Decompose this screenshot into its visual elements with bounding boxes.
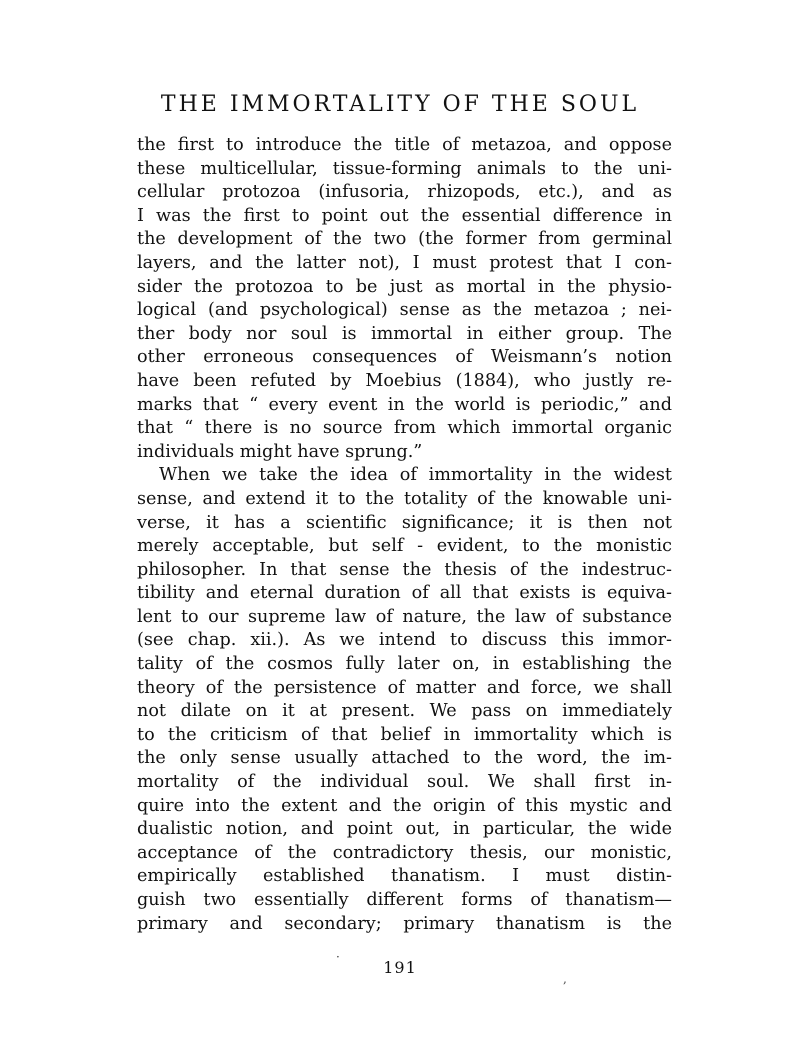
text-line: the development of the two (the former from germinal — [137, 229, 672, 250]
text-line: dualistic notion, and point out, in particular, the wide — [137, 819, 672, 840]
text-line: sider the protozoa to be just as mortal in the physio- — [137, 276, 672, 297]
text-line: (see chap. xii.). As we intend to discuss this immor- — [137, 630, 672, 651]
text-line: I was the first to point out the essential difference in — [137, 205, 672, 226]
text-line: to the criticism of that belief in immortality which is — [137, 724, 672, 745]
text-line: empirically established thanatism. I must distin- — [137, 866, 672, 887]
text-line: quire into the extent and the origin of this mystic and — [137, 795, 672, 816]
body-text — [137, 134, 672, 936]
text-line: individuals might have sprung.” — [137, 441, 423, 462]
text-line: other erroneous consequences of Weismann’s notion — [137, 347, 672, 368]
text-line: tality of the cosmos fully later on, in establishing the — [137, 654, 672, 675]
text-line: philosopher. In that sense the thesis of the indestruc- — [137, 559, 672, 580]
text-line: acceptance of the contradictory thesis, our monistic, — [137, 842, 672, 863]
text-line: the first to introduce the title of metazoa, and oppose — [137, 135, 672, 155]
text-line: the only sense usually attached to the word, the im- — [137, 748, 672, 769]
text-line: layers, and the latter not), I must protest that I con- — [137, 252, 672, 273]
text-line: lent to our supreme law of nature, the law of substance — [137, 606, 672, 627]
text-line: When we take the idea of immortality in the widest — [159, 465, 672, 486]
text-line: cellular protozoa (infusoria, rhizopods, etc.), and as — [137, 182, 672, 203]
text-line: merely acceptable, but self - evident, to the monistic — [137, 536, 672, 557]
text-line: logical (and psychological) sense as the metazoa ; nei- — [137, 300, 672, 321]
text-line: mortality of the individual soul. We shall first in- — [137, 772, 672, 793]
print-speck: · — [336, 950, 340, 964]
text-line: sense, and extend it to the totality of the knowable uni- — [137, 488, 672, 509]
text-line: verse, it has a scientific significance; it is then not — [137, 512, 672, 533]
page-number: 191 — [383, 958, 417, 977]
print-speck: , — [563, 972, 567, 986]
text-line: ther body nor soul is immortal in either group. The — [137, 323, 672, 344]
text-line: have been refuted by Moebius (1884), who justly re- — [137, 370, 672, 391]
text-line: tibility and eternal duration of all that exists is equiva- — [137, 583, 672, 604]
text-line: guish two essentially different forms of thanatism— — [137, 890, 672, 910]
text-line: these multicellular, tissue-forming animals to the uni- — [137, 158, 672, 179]
running-head: THE IMMORTALITY OF THE SOUL — [160, 92, 640, 117]
text-line: not dilate on it at present. We pass on immediately — [137, 701, 672, 722]
text-line: that “ there is no source from which immortal organic — [137, 418, 672, 439]
text-line: marks that “ every event in the world is periodic,” and — [137, 394, 672, 415]
text-line: primary and secondary; primary thanatism is the — [137, 913, 672, 934]
text-line: theory of the persistence of matter and force, we shall — [137, 677, 672, 698]
